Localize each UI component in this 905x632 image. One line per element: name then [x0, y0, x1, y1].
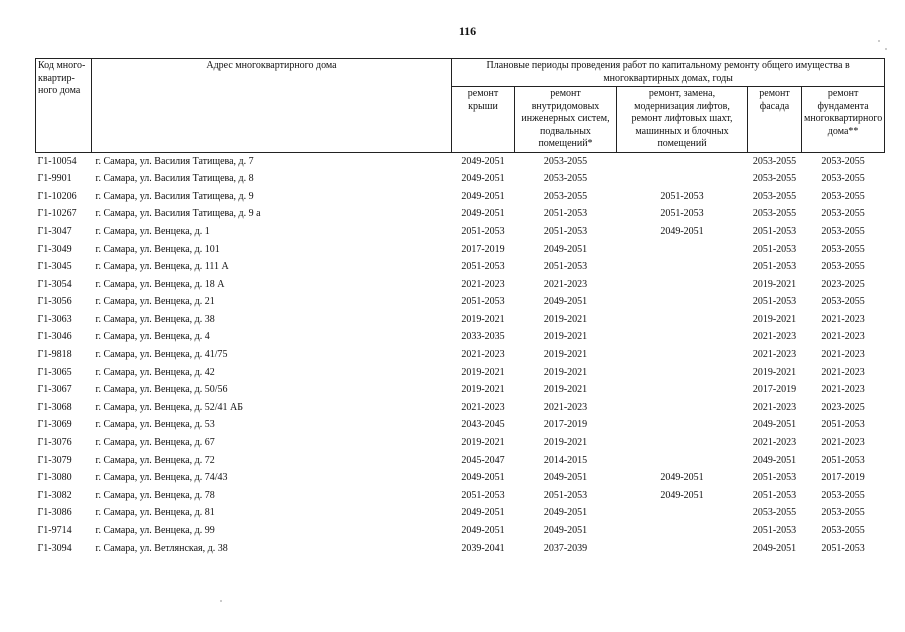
row-code: Г1-10267 [37, 208, 77, 220]
table-row [36, 470, 885, 488]
row-address: г. Самара, ул. Венцека, д. 53 [95, 419, 215, 431]
row-foundation: 2053-2055 [821, 225, 865, 237]
row-facade: 2021-2023 [752, 349, 797, 361]
header-systems: ремонт внутридомовых инженерных систем, подвальных помещений* [515, 87, 617, 153]
row-systems: 2021-2023 [543, 401, 588, 413]
table-row [36, 417, 885, 435]
header-facade: ремонт фасада [748, 87, 802, 153]
table-row [36, 153, 885, 171]
table-row [36, 540, 885, 558]
table-row [36, 276, 885, 294]
row-code: Г1-9818 [37, 349, 72, 361]
row-roof: 2021-2023 [461, 401, 505, 413]
row-code: Г1-3082 [37, 489, 72, 501]
row-facade: 2019-2021 [752, 278, 797, 290]
scan-speck [885, 48, 887, 50]
row-foundation: 2053-2055 [821, 296, 865, 308]
row-lifts [617, 399, 748, 417]
row-facade: 2049-2051 [752, 419, 797, 431]
row-address: г. Самара, ул. Венцека, д. 1 [95, 225, 210, 237]
row-roof: 2049-2051 [461, 472, 505, 484]
row-roof: 2051-2053 [461, 489, 505, 501]
row-foundation: 2017-2019 [821, 472, 865, 484]
repair-schedule-table [35, 58, 885, 558]
row-systems: 2019-2021 [543, 437, 588, 449]
row-systems: 2037-2039 [543, 542, 588, 554]
row-lifts [617, 452, 748, 470]
row-code: Г1-3065 [37, 366, 72, 378]
row-systems: 2014-2015 [543, 454, 588, 466]
row-systems: 2049-2051 [543, 296, 588, 308]
header-foundation: ремонт фундамента многоквартирного дома** [802, 87, 885, 153]
row-roof: 2021-2023 [461, 278, 505, 290]
row-foundation: 2023-2025 [821, 278, 865, 290]
row-systems: 2053-2055 [543, 190, 588, 202]
row-foundation: 2023-2025 [821, 401, 865, 413]
row-address: г. Самара, ул. Венцека, д. 41/75 [95, 349, 228, 361]
row-lifts [617, 153, 748, 171]
row-address: г. Самара, ул. Венцека, д. 4 [95, 331, 210, 343]
row-code: Г1-10206 [37, 190, 77, 202]
row-code: Г1-3086 [37, 507, 72, 519]
row-foundation: 2053-2055 [821, 208, 865, 220]
row-lifts: 2049-2051 [660, 472, 704, 484]
scan-speck [878, 40, 880, 42]
row-foundation: 2021-2023 [821, 384, 865, 396]
row-address: г. Самара, ул. Венцека, д. 101 [95, 243, 220, 255]
table-row [36, 206, 885, 224]
row-lifts: 2049-2051 [660, 489, 704, 501]
row-systems: 2051-2053 [543, 489, 588, 501]
row-systems: 2019-2021 [543, 366, 588, 378]
row-lifts [617, 294, 748, 312]
row-lifts [617, 505, 748, 523]
row-address: г. Самара, ул. Венцека, д. 111 А [95, 261, 229, 273]
table-row [36, 259, 885, 277]
row-lifts: 2051-2053 [660, 208, 704, 220]
row-code: Г1-3056 [37, 296, 72, 308]
row-address: г. Самара, ул. Венцека, д. 21 [95, 296, 215, 308]
table-row [36, 294, 885, 312]
row-lifts: 2051-2053 [660, 190, 704, 202]
row-lifts [617, 364, 748, 382]
row-code: Г1-3094 [37, 542, 72, 554]
row-lifts [617, 382, 748, 400]
row-facade: 2051-2053 [752, 489, 797, 501]
row-roof: 2049-2051 [461, 208, 505, 220]
row-lifts [617, 347, 748, 365]
row-roof: 2019-2021 [461, 384, 505, 396]
row-facade: 2053-2055 [752, 173, 797, 185]
row-roof: 2049-2051 [461, 190, 505, 202]
row-systems: 2019-2021 [543, 349, 588, 361]
row-code: Г1-10054 [37, 155, 77, 167]
table-row [36, 171, 885, 189]
page-number: 116 [458, 24, 477, 38]
row-facade: 2049-2051 [752, 542, 797, 554]
row-roof: 2043-2045 [461, 419, 505, 431]
row-foundation: 2053-2055 [821, 155, 865, 167]
row-facade: 2051-2053 [752, 472, 797, 484]
row-address: г. Самара, ул. Венцека, д. 18 А [95, 278, 225, 290]
row-roof: 2021-2023 [461, 349, 505, 361]
row-lifts [617, 171, 748, 189]
row-roof: 2051-2053 [461, 296, 505, 308]
header-roof: ремонт крыши [452, 87, 515, 153]
row-roof: 2019-2021 [461, 366, 505, 378]
row-foundation: 2053-2055 [821, 507, 865, 519]
row-systems: 2051-2053 [543, 225, 588, 237]
row-code: Г1-9714 [37, 525, 72, 537]
row-code: Г1-3068 [37, 401, 72, 413]
row-code: Г1-3079 [37, 454, 72, 466]
row-facade: 2021-2023 [752, 401, 797, 413]
row-foundation: 2053-2055 [821, 243, 865, 255]
row-lifts [617, 435, 748, 453]
row-foundation: 2021-2023 [821, 349, 865, 361]
row-address: г. Самара, ул. Венцека, д. 74/43 [95, 472, 228, 484]
row-address: г. Самара, ул. Василия Татищева, д. 8 [95, 173, 254, 185]
row-foundation: 2051-2053 [821, 419, 865, 431]
row-facade: 2019-2021 [752, 313, 797, 325]
table-row [36, 364, 885, 382]
table-row [36, 223, 885, 241]
header-lifts: ремонт, замена, модернизация лифтов, ремонт лифтовых шахт, машинных и блочных помещений [617, 87, 748, 153]
row-address: г. Самара, ул. Ветлянская, д. 38 [95, 542, 228, 554]
row-roof: 2051-2053 [461, 225, 505, 237]
row-foundation: 2053-2055 [821, 261, 865, 273]
row-facade: 2021-2023 [752, 331, 797, 343]
row-roof: 2045-2047 [461, 454, 505, 466]
row-roof: 2049-2051 [461, 525, 505, 537]
row-code: Г1-9901 [37, 173, 72, 185]
row-systems: 2019-2021 [543, 331, 588, 343]
row-foundation: 2053-2055 [821, 525, 865, 537]
header-periods: Плановые периоды проведения работ по капитальному ремонту общего имущества в многоквартирных домах, годы [452, 59, 885, 87]
table-row [36, 311, 885, 329]
table-row [36, 522, 885, 540]
row-foundation: 2053-2055 [821, 173, 865, 185]
row-lifts [617, 241, 748, 259]
table-row [36, 347, 885, 365]
row-systems: 2051-2053 [543, 208, 588, 220]
row-foundation: 2021-2023 [821, 437, 865, 449]
row-address: г. Самара, ул. Венцека, д. 78 [95, 489, 215, 501]
row-lifts [617, 417, 748, 435]
header-address: Адрес многоквартирного дома [92, 59, 452, 153]
row-systems: 2019-2021 [543, 313, 588, 325]
row-roof: 2019-2021 [461, 437, 505, 449]
table-row [36, 505, 885, 523]
row-code: Г1-3047 [37, 225, 72, 237]
row-lifts [617, 276, 748, 294]
row-lifts [617, 311, 748, 329]
row-roof: 2033-2035 [461, 331, 505, 343]
row-code: Г1-3069 [37, 419, 72, 431]
row-code: Г1-3076 [37, 437, 72, 449]
row-lifts: 2049-2051 [660, 225, 704, 237]
row-facade: 2051-2053 [752, 261, 797, 273]
row-facade: 2051-2053 [752, 296, 797, 308]
row-code: Г1-3063 [37, 313, 72, 325]
row-systems: 2019-2021 [543, 384, 588, 396]
row-address: г. Самара, ул. Василия Татищева, д. 9 [95, 190, 254, 202]
row-foundation: 2051-2053 [821, 542, 865, 554]
row-foundation: 2021-2023 [821, 366, 865, 378]
row-systems: 2017-2019 [543, 419, 588, 431]
table-row [36, 487, 885, 505]
row-facade: 2051-2053 [752, 525, 797, 537]
row-address: г. Самара, ул. Венцека, д. 81 [95, 507, 215, 519]
table-row [36, 452, 885, 470]
scan-speck [220, 600, 222, 602]
row-facade: 2053-2055 [752, 507, 797, 519]
row-lifts [617, 259, 748, 277]
row-foundation: 2053-2055 [821, 190, 865, 202]
row-roof: 2049-2051 [461, 173, 505, 185]
table-row [36, 435, 885, 453]
row-systems: 2049-2051 [543, 507, 588, 519]
row-roof: 2017-2019 [461, 243, 505, 255]
row-facade: 2019-2021 [752, 366, 797, 378]
row-systems: 2053-2055 [543, 173, 588, 185]
row-code: Г1-3045 [37, 261, 72, 273]
row-roof: 2051-2053 [461, 261, 505, 273]
row-address: г. Самара, ул. Венцека, д. 42 [95, 366, 215, 378]
header-code: Код много-квартир-ного дома [36, 59, 92, 153]
table-body [36, 153, 885, 558]
row-address: г. Самара, ул. Венцека, д. 99 [95, 525, 215, 537]
row-code: Г1-3080 [37, 472, 72, 484]
row-foundation: 2053-2055 [821, 489, 865, 501]
row-facade: 2051-2053 [752, 243, 797, 255]
row-systems: 2053-2055 [543, 155, 588, 167]
row-address: г. Самара, ул. Венцека, д. 50/56 [95, 384, 228, 396]
row-lifts [617, 540, 748, 558]
row-foundation: 2021-2023 [821, 331, 865, 343]
row-roof: 2049-2051 [461, 155, 505, 167]
row-code: Г1-3054 [37, 278, 72, 290]
header-row-top [36, 59, 885, 87]
table-row [36, 382, 885, 400]
row-address: г. Самара, ул. Венцека, д. 38 [95, 313, 215, 325]
table-row [36, 329, 885, 347]
row-roof: 2019-2021 [461, 313, 505, 325]
row-facade: 2017-2019 [752, 384, 797, 396]
row-address: г. Самара, ул. Василия Татищева, д. 7 [95, 155, 254, 167]
row-systems: 2049-2051 [543, 525, 588, 537]
row-foundation: 2051-2053 [821, 454, 865, 466]
row-roof: 2039-2041 [461, 542, 505, 554]
table-row [36, 241, 885, 259]
row-facade: 2053-2055 [752, 208, 797, 220]
row-address: г. Самара, ул. Венцека, д. 67 [95, 437, 215, 449]
row-facade: 2053-2055 [752, 190, 797, 202]
row-facade: 2021-2023 [752, 437, 797, 449]
row-roof: 2049-2051 [461, 507, 505, 519]
row-facade: 2049-2051 [752, 454, 797, 466]
row-lifts [617, 329, 748, 347]
row-address: г. Самара, ул. Василия Татищева, д. 9 а [95, 208, 261, 220]
row-systems: 2051-2053 [543, 261, 588, 273]
row-lifts [617, 522, 748, 540]
row-facade: 2053-2055 [752, 155, 797, 167]
row-code: Г1-3046 [37, 331, 72, 343]
row-address: г. Самара, ул. Венцека, д. 72 [95, 454, 215, 466]
row-facade: 2051-2053 [752, 225, 797, 237]
row-systems: 2049-2051 [543, 243, 588, 255]
row-systems: 2049-2051 [543, 472, 588, 484]
row-code: Г1-3049 [37, 243, 72, 255]
row-systems: 2021-2023 [543, 278, 588, 290]
row-address: г. Самара, ул. Венцека, д. 52/41 АБ [95, 401, 243, 413]
table-row [36, 399, 885, 417]
table-row [36, 188, 885, 206]
row-foundation: 2021-2023 [821, 313, 865, 325]
row-code: Г1-3067 [37, 384, 72, 396]
